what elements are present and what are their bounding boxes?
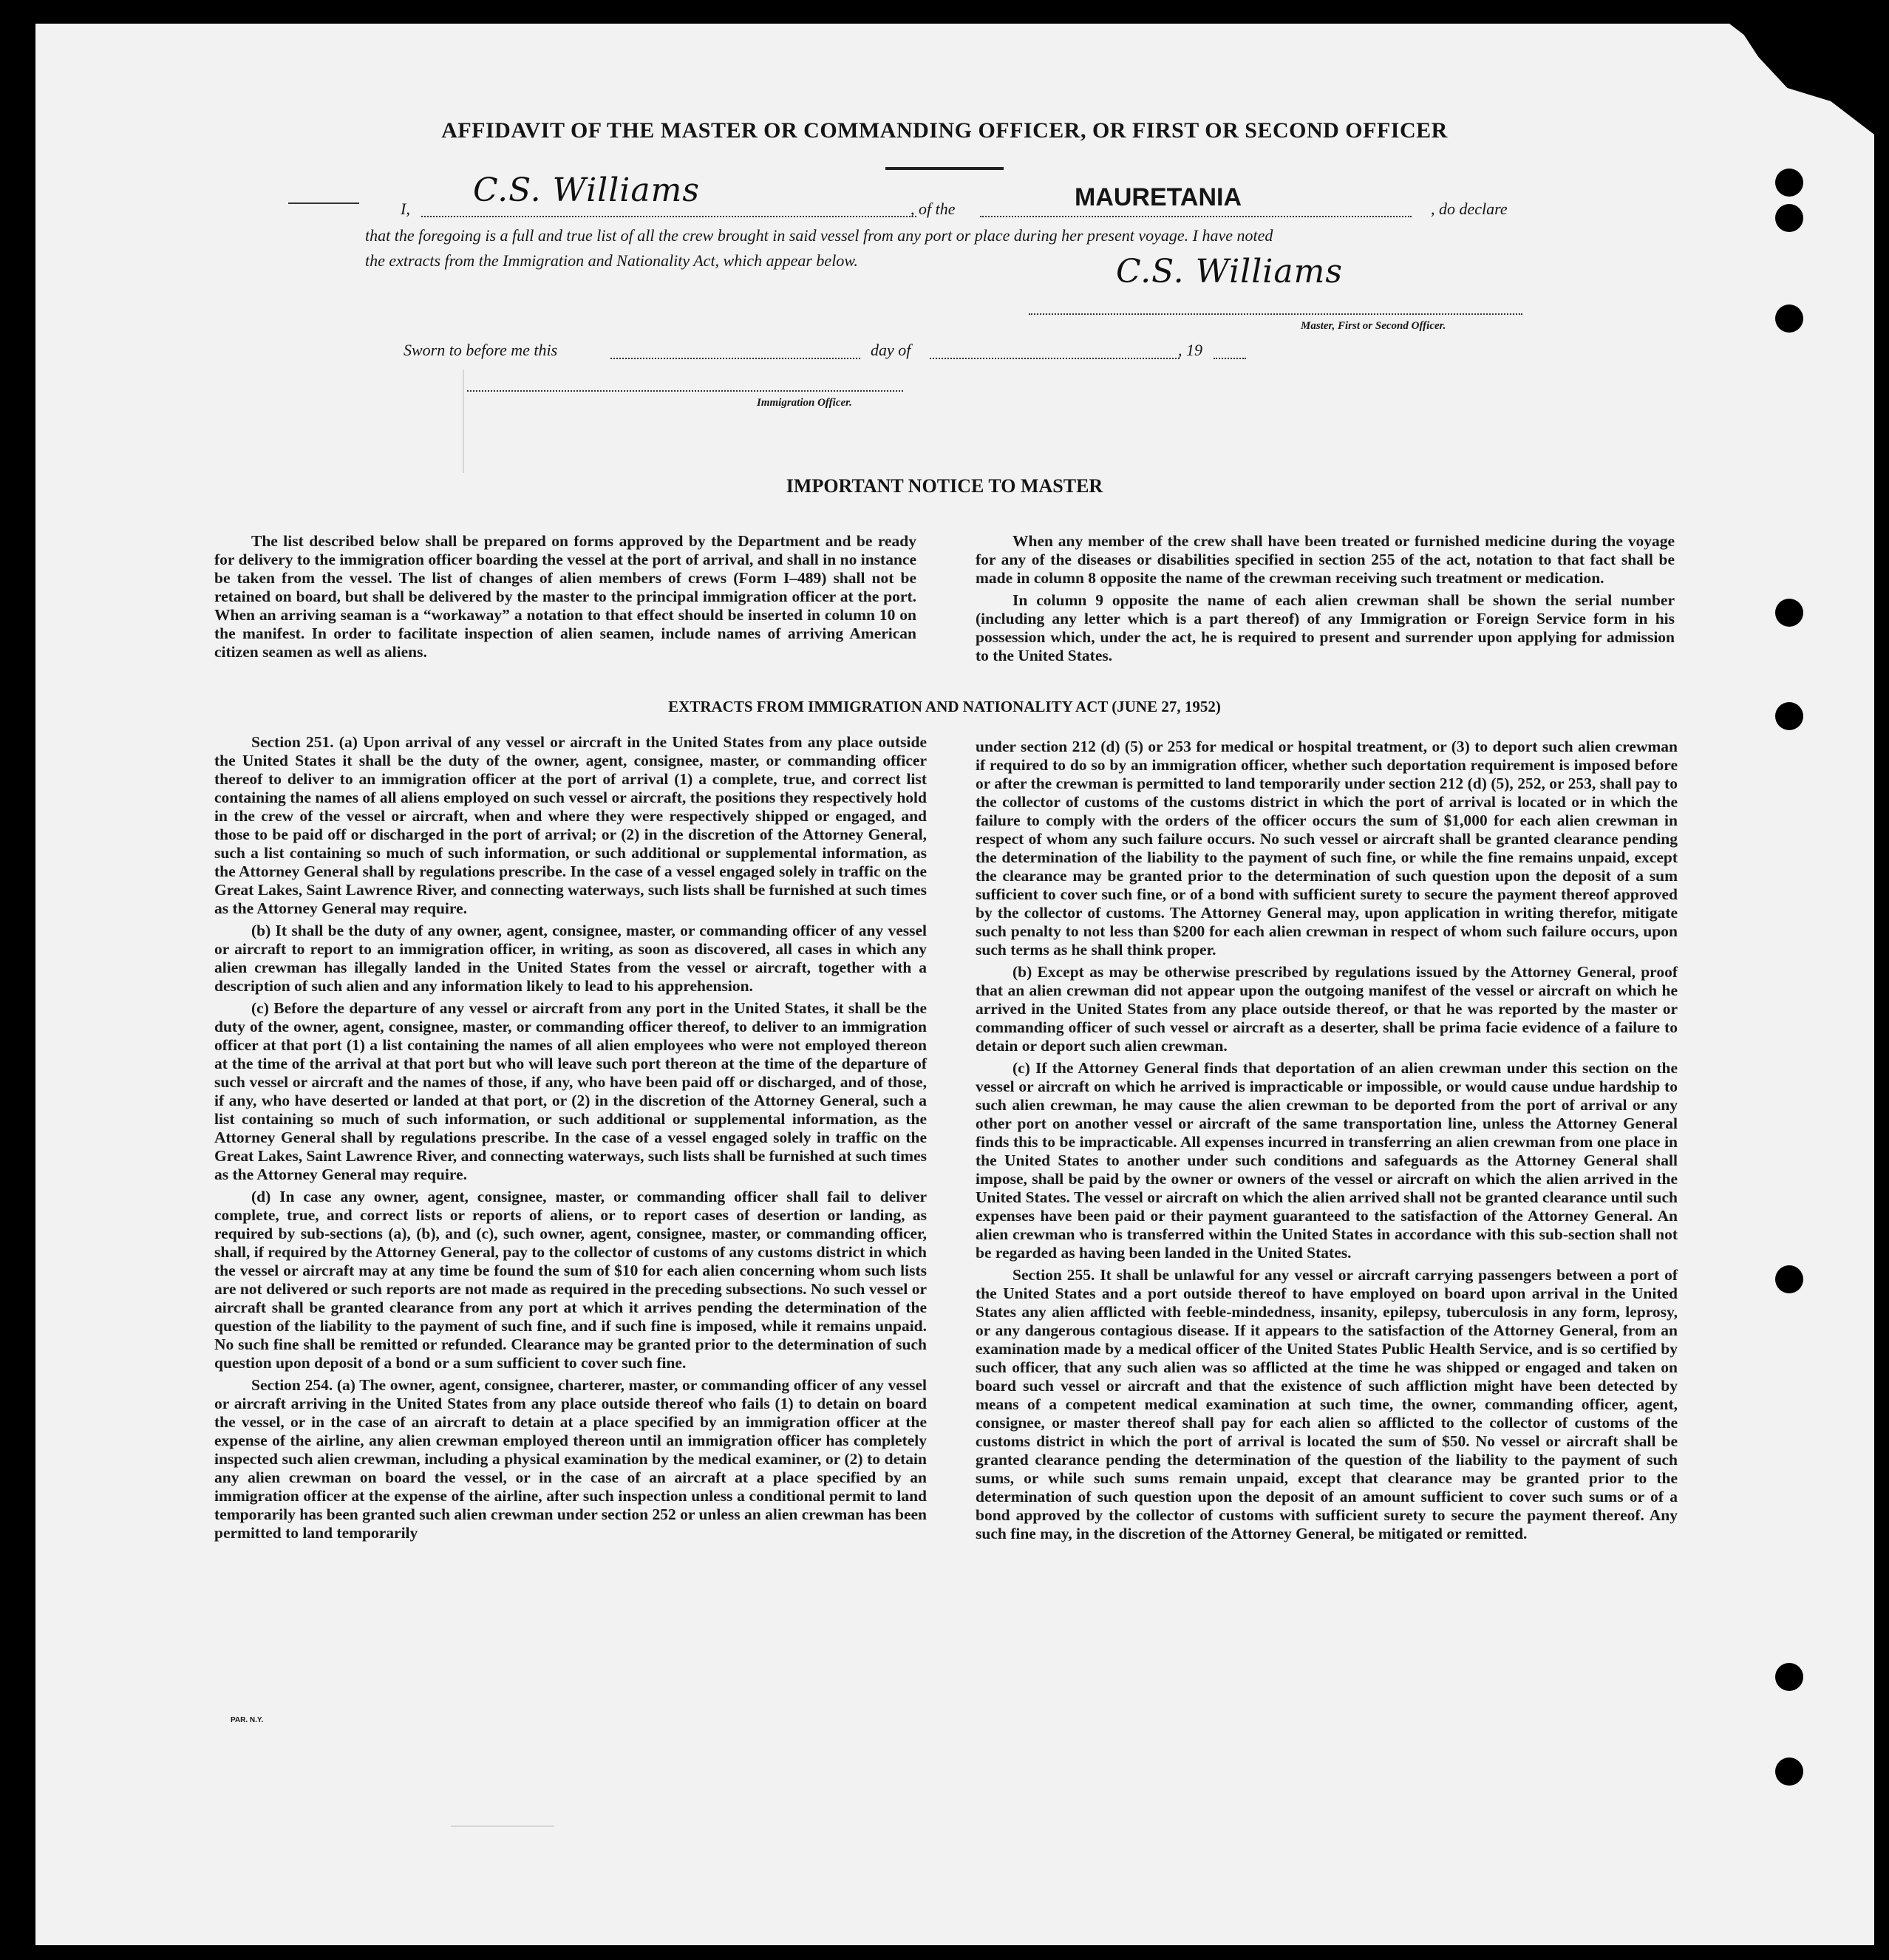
- extract-paragraph: Section 254. (a) The owner, agent, consignee, charterer, master, or commanding officer of any vessel or aircraft arriving in the United States from any place outside thereof who fails (1) to detain on board the vessel, or in the case of an aircraft to detain at a place specified by an immigration officer at the expense of the airline, any alien crewman employed thereon until an immigration officer has completely inspected such alien crewman, including a physical examination by the medical examiner, or (2) to detain any alien crewman on board the vessel, or in the case of an aircraft at a place specified by an immigration officer at the expense of the airline, after such inspection unless a conditional permit to land temporarily has been granted such alien crewman under section 252 or unless an alien crewman has been permitted to land temporarily: [214, 1376, 927, 1542]
- margin-dash: [288, 203, 359, 204]
- extract-paragraph: under section 212 (d) (5) or 253 for medical or hospital treatment, or (3) to deport such alien crewman if required to do so by an immigration officer, whether such deportation requirement is imposed before or after the crewman is permitted to land temporarily under section 212 (d) (5), 252, or 253, shall pay to the collector of customs of the customs district in which the port of arrival is located or in which the failure to comply with the orders of the officer occurs the sum of $1,000 for each alien crewman in respect of whom any such failure occurs. No such vessel or aircraft shall be granted clearance pending the determination of the liability to the payment of such fine, or while the fine remains unpaid, except the clearance may be granted prior to the determination of such question upon the deposit of a sum sufficient to cover such fine, or of a bond with sufficient surety to secure the payment thereof approved by the collector of customs. The Attorney General may, upon application in writing therefor, mitigate such penalty to not less than $200 for each alien crewman in respect of whom such failure occurs, upon such terms as he shall think proper.: [976, 738, 1678, 959]
- extract-paragraph: (c) Before the departure of any vessel or aircraft from any port in the United States, it shall be the duty of the owner, agent, consignee, master, or commanding officer thereof, to deliver to an immigration officer at that port (1) a list containing the names of all alien employees who were not employed thereon at the time of the arrival at that port but who will leave such port thereon at the time of the departure of such vessel or aircraft and the names of those, if any, who have been paid off or discharged, and of those, if any, who have deserted or landed at that port, or (2) in the discretion of the Attorney General, such a list containing so much of such information, or such additional or supplemental information, as the Attorney General shall by regulations prescribe. In the case of a vessel engaged solely in traffic on the Great Lakes, Saint Lawrence River, and connecting waterways, such lists shall be furnished at such times as the Attorney General may require.: [214, 999, 927, 1183]
- extract-paragraph: Section 255. It shall be unlawful for any vessel or aircraft carrying passengers between a port of the United States and a port outside thereof to have employed on board upon arrival in the United States any alien afflicted with feeble-mindedness, insanity, epilepsy, tuberculosis in any form, leprosy, or any dangerous contagious disease. If it appears to the satisfaction of the Attorney General, from an examination made by a medical officer of the United States Public Health Service, and is so certified by such officer, that any such alien was so afflicted at the time he was shipped or engaged and taken on board such vessel or aircraft and that the existence of such affliction might have been detected by means of a competent medical examination at such time, the owner, commanding officer, agent, consignee, or master thereof shall pay for each alien so afflicted to the collector of customs of the customs district in which the port of arrival is located the sum of $50. No vessel or aircraft shall be granted clearance pending the determination of the question of the liability to the payment of such sums, or while such sums remain unpaid, except that clearance may be granted prior to the determination of such question upon the deposit of an amount sufficient to cover such sums or of a bond approved by the collector of customs with sufficient surety to secure the payment thereof. Any such fine may, in the discretion of the Attorney General, be mitigated or remitted.: [976, 1266, 1678, 1542]
- binder-hole: [1775, 1757, 1803, 1786]
- extracts-left-column: [214, 733, 927, 1546]
- extract-paragraph: (b) Except as may be otherwise prescribed by regulations issued by the Attorney General, proof that an alien crewman did not appear upon the outgoing manifest of the vessel or aircraft on which he arrived in the United States from any place outside thereof, or that he was reported by the master or commanding officer of such vessel or aircraft as a deserter, shall be prima facie evidence of a failure to detain or deport such alien crewman.: [976, 963, 1678, 1055]
- extract-paragraph: (d) In case any owner, agent, consignee, master, or commanding officer shall fail to deliver complete, true, and correct lists or reports of aliens, or to report cases of desertion or landing, as required by sub-sections (a), (b), and (c), such owner, agent, consignee, master, or commanding officer, shall, if required by the Attorney General, pay to the collector of customs of any customs district in which the vessel or aircraft may at any time be found the sum of $10 for each alien concerning whom such lists are not delivered or such reports are not made as required in the preceding subsections. No such vessel or aircraft shall be granted clearance from any port at which it arrives pending the determination of the question of the liability to the payment of such fine, and if such fine is imposed, while it remains unpaid. No such fine shall be remitted or refunded. Clearance may be granted prior to the determination of such question upon deposit of a bond or a sum sufficient to cover such fine.: [214, 1188, 927, 1372]
- vessel-line: [980, 216, 1412, 217]
- binder-hole: [1775, 169, 1803, 197]
- year-line: [1214, 358, 1246, 359]
- extract-paragraph: Section 251. (a) Upon arrival of any vessel or aircraft in the United States from any place outside the United States it shall be the duty of the owner, agent, consignee, master, or commanding officer thereof to deliver to an immigration officer at the port of arrival (1) a complete, true, and correct list containing the names of all aliens employed on such vessel or aircraft, the positions they respectively hold in the crew of the vessel or aircraft, when and where they were respectively shipped or engaged, and those to be paid off or discharged in the port of arrival; or (2) in the discretion of the Attorney General, such a list containing so much of such information, or such additional or supplemental information, as the Attorney General shall by regulations prescribe. In the case of a vessel engaged solely in traffic on the Great Lakes, Saint Lawrence River, and connecting waterways, such lists shall be furnished at such times as the Attorney General may require.: [214, 733, 927, 917]
- binder-hole: [1775, 599, 1803, 627]
- sworn-day-line: [610, 358, 860, 359]
- title-rule: [885, 167, 1004, 170]
- signature-master: C.S. Williams: [1116, 253, 1343, 290]
- affidavit-line-2: that the foregoing is a full and true list of all the crew brought in said vessel from any port or place during her present voyage. I have noted: [365, 226, 1273, 245]
- signature-name: C.S. Williams: [473, 171, 700, 209]
- immigration-officer-caption: Immigration Officer.: [757, 397, 852, 409]
- name-line: [421, 216, 916, 217]
- master-caption: Master, First or Second Officer.: [1301, 320, 1446, 332]
- notice-left-paragraph: The list described below shall be prepared on forms approved by the Department and be ready for delivery to the immigration officer boarding the vessel at the port of arrival, and shall in no instance be taken from the vessel. The list of changes of alien members of crews (Form I–489) shall not be retained on board, but shall be delivered by the master to the principal immigration officer at the port. When an arriving seaman is a “workaway” a notation to that effect should be inserted in column 10 on the manifest. In order to facilitate inspection of alien seamen, include names of arriving American citizen seamen as well as aliens.: [214, 532, 916, 661]
- binder-hole: [1775, 1265, 1803, 1293]
- binder-hole: [1775, 204, 1803, 232]
- extract-paragraph: (b) It shall be the duty of any owner, agent, consignee, master, or commanding officer of any vessel or aircraft to report to an immigration officer, in writing, as soon as discovered, all cases in which any alien crewman has illegally landed in the United States from the vessel or aircraft, together with a description of such alien and any information likely to lead to his apprehension.: [214, 922, 927, 995]
- extracts-title: EXTRACTS FROM IMMIGRATION AND NATIONALITY ACT (JUNE 27, 1952): [668, 698, 1221, 715]
- of-the-label: , of the: [911, 200, 956, 218]
- do-declare-label: , do declare: [1431, 200, 1508, 218]
- notice-left: [214, 532, 916, 665]
- sworn-month-line: [930, 358, 1180, 359]
- year-label: , 19: [1178, 341, 1202, 359]
- sworn-label: Sworn to before me this: [404, 341, 558, 359]
- faint-pencil-mark: [451, 1766, 554, 1827]
- extract-paragraph: (c) If the Attorney General finds that deportation of an alien crewman under this section on the vessel or aircraft on which he arrived is impracticable or impossible, or would cause undue hardship to such alien crewman, he may cause the alien crewman to be deported from the port of arrival or any other port on another vessel or aircraft of the same transportation line, unless the Attorney General finds this to be impracticable. All expenses incurred in transferring an alien crewman from one place in the United States to another under such conditions and safeguards as the Attorney General shall impose, shall be paid by the owner or owners of the vessel or aircraft on which the alien arrived in the United States. The vessel or aircraft on which the alien arrived shall not be granted clearance until such expenses have been paid or their payment guaranteed to the satisfaction of the Attorney General. An alien crewman who is transferred within the United States in accordance with this sub-section shall not be regarded as having been landed in the United States.: [976, 1059, 1678, 1262]
- faint-pencil-mark: [463, 370, 553, 473]
- master-signature-line: [1029, 313, 1522, 315]
- affidavit-prefix: I,: [401, 200, 410, 218]
- notice-right-paragraph: In column 9 opposite the name of each alien crewman shall be shown the serial number (including any letter which is a part thereof) of any Immigration or Foreign Service form in his possession which, under the act, he is required to present and surrender upon applying for admission to the United States.: [976, 591, 1675, 664]
- binder-hole: [1775, 304, 1803, 333]
- affidavit-line-3: the extracts from the Immigration and Nationality Act, which appear below.: [365, 251, 858, 270]
- notice-right: [976, 532, 1675, 669]
- extracts-right-column: [976, 738, 1678, 1547]
- document-title: AFFIDAVIT OF THE MASTER OR COMMANDING OFFICER, OR FIRST OR SECOND OFFICER: [441, 118, 1448, 143]
- printer-mark: PAR. N.Y.: [231, 1716, 264, 1724]
- notice-title: IMPORTANT NOTICE TO MASTER: [786, 475, 1103, 497]
- notice-right-paragraph: When any member of the crew shall have been treated or furnished medicine during the voyage for any of the diseases or disabilities specified in section 255 of the act, notation to that fact shall be made in column 8 opposite the name of the crewman receiving such treatment or medication.: [976, 532, 1675, 587]
- binder-hole: [1775, 1663, 1803, 1691]
- vessel-name: MAURETANIA: [1075, 183, 1242, 211]
- day-of-label: day of: [871, 341, 911, 359]
